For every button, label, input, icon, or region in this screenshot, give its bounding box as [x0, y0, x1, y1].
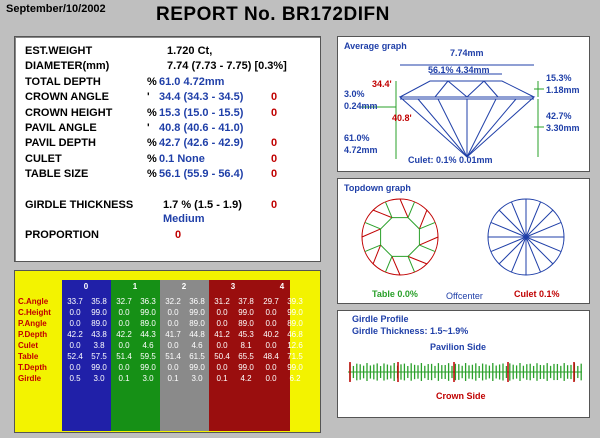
range-cell: 44.3: [140, 330, 156, 339]
girdle-thickness-value: 1.7 % (1.5 - 1.9): [163, 199, 242, 211]
range-cell: 0.0: [118, 308, 130, 317]
range-cell: 0.0: [167, 308, 179, 317]
range-column-header: 3: [230, 282, 236, 291]
range-row-label: T.Depth: [18, 363, 47, 372]
range-cell: 0.1: [118, 374, 130, 383]
property-value: 56.1 (55.9 - 56.4): [159, 168, 244, 181]
topdown-graph-title: Topdown graph: [344, 183, 411, 193]
range-cell: 0.1: [167, 374, 179, 383]
range-cell: 33.7: [67, 297, 83, 306]
range-cell: 48.4: [263, 352, 279, 361]
range-cell: 99.0: [238, 363, 254, 372]
range-cell: 45.3: [238, 330, 254, 339]
property-value: 42.7 (42.6 - 42.9): [159, 137, 244, 150]
property-unit: ': [147, 91, 150, 104]
range-cell: 99.0: [238, 308, 254, 317]
range-row-label: Culet: [18, 341, 38, 350]
range-cell: 0.5: [69, 374, 81, 383]
girdle-thickness-flag: 0: [271, 199, 278, 211]
range-cell: 0.1: [216, 374, 228, 383]
range-row-label: C.Angle: [18, 297, 49, 306]
range-cell: 89.0: [189, 319, 205, 328]
range-cell: 41.2: [214, 330, 230, 339]
range-cell: 46.8: [287, 330, 303, 339]
range-cell: 99.0: [91, 308, 107, 317]
property-flag: 0: [271, 137, 278, 150]
avg-right-bot-pct: 42.7%: [546, 111, 572, 121]
topdown-table: Table 0.0%: [372, 289, 418, 299]
girdle-grade: Medium: [163, 213, 205, 225]
range-cell: 0.0: [118, 363, 130, 372]
range-cell: 42.2: [67, 330, 83, 339]
proportion-label: PROPORTION: [25, 229, 99, 241]
range-cell: 0.0: [69, 319, 81, 328]
range-cell: 89.0: [91, 319, 107, 328]
avg-pavil-angle: 40.8': [392, 113, 412, 123]
property-flag: 0: [271, 152, 278, 165]
range-cell: 3.0: [191, 374, 203, 383]
avg-right-bot-mm: 3.30mm: [546, 123, 580, 133]
range-cell: 35.8: [91, 297, 107, 306]
property-value: 0.1 None: [159, 152, 205, 165]
range-cell: 65.5: [238, 352, 254, 361]
avg-depth-mm: 4.72mm: [344, 145, 378, 155]
range-cell: 6.2: [289, 374, 301, 383]
properties-panel: [14, 36, 321, 262]
property-unit: ': [147, 122, 150, 134]
proportion-value: 0: [175, 229, 182, 241]
avg-crown-angle: 34.4': [372, 79, 392, 89]
range-cell: 0.0: [265, 363, 277, 372]
range-cell: 0.0: [167, 341, 179, 350]
range-cell: 99.0: [189, 363, 205, 372]
property-label: PAVIL DEPTH: [25, 137, 96, 150]
property-unit: %: [147, 75, 157, 88]
range-row-label: P.Angle: [18, 319, 47, 328]
property-label: EST.WEIGHT: [25, 45, 93, 57]
topdown-culet: Culet 0.1%: [514, 289, 560, 299]
range-row-label: C.Height: [18, 308, 51, 317]
range-cell: 44.8: [189, 330, 205, 339]
girdle-profile-panel: [337, 310, 590, 418]
range-cell: 0.0: [216, 363, 228, 372]
avg-depth-pct: 61.0%: [344, 133, 370, 143]
property-label: PAVIL ANGLE: [25, 122, 97, 134]
property-label: TABLE SIZE: [25, 168, 89, 181]
property-value: 7.74 (7.73 - 7.75) [0.3%]: [167, 60, 287, 73]
girdle-thickness-label: GIRDLE THICKNESS: [25, 199, 134, 211]
property-flag: 0: [271, 168, 278, 181]
range-cell: 50.4: [214, 352, 230, 361]
avg-crown-pct: 3.0%: [344, 89, 365, 99]
range-cell: 4.6: [142, 341, 154, 350]
range-cell: 4.2: [240, 374, 252, 383]
report-date: September/10/2002: [6, 3, 106, 15]
range-row-label: Girdle: [18, 374, 42, 383]
property-label: CULET: [25, 152, 62, 165]
topdown-drawing: [338, 179, 591, 305]
range-row-label: Table: [18, 352, 39, 361]
average-graph-title: Average graph: [344, 41, 407, 51]
range-cell: 61.5: [189, 352, 205, 361]
report-number: REPORT No. BR172DIFN: [156, 4, 390, 25]
range-column-header: 4: [279, 282, 285, 291]
range-cell: 3.0: [93, 374, 105, 383]
range-cell: 3.8: [93, 341, 105, 350]
range-cell: 89.0: [287, 319, 303, 328]
property-flag: 0: [271, 106, 278, 119]
girdle-profile-title: Girdle Profile: [352, 314, 409, 324]
range-cell: 29.7: [263, 297, 279, 306]
range-cell: 0.0: [69, 363, 81, 372]
avg-right-top-mm: 1.18mm: [546, 85, 580, 95]
girdle-pavilion-side: Pavilion Side: [430, 342, 487, 352]
range-cell: 0.0: [118, 341, 130, 350]
range-cell: 0.0: [265, 308, 277, 317]
range-cell: 51.4: [165, 352, 181, 361]
property-value: 1.720 Ct,: [167, 45, 213, 57]
avg-right-top-pct: 15.3%: [546, 73, 572, 83]
range-cell: 0.0: [69, 308, 81, 317]
range-cell: 32.2: [165, 297, 181, 306]
property-unit: %: [147, 137, 157, 150]
range-column-header: 1: [132, 282, 138, 291]
topdown-graph-panel: [337, 178, 590, 304]
range-cell: 99.0: [287, 308, 303, 317]
property-flag: 0: [271, 91, 278, 104]
property-label: DIAMETER(mm): [25, 60, 110, 73]
range-cell: 0.0: [167, 319, 179, 328]
property-unit: %: [147, 106, 157, 119]
range-cell: 59.5: [140, 352, 156, 361]
range-cell: 41.7: [165, 330, 181, 339]
range-column-header: 2: [181, 282, 187, 291]
range-cell: 0.0: [265, 374, 277, 383]
range-cell: 89.0: [140, 319, 156, 328]
range-cell: 0.0: [69, 341, 81, 350]
property-value: 61.0 4.72mm: [159, 75, 225, 88]
range-cell: 37.8: [238, 297, 254, 306]
range-cell: 99.0: [91, 363, 107, 372]
range-cell: 12.6: [287, 341, 303, 350]
property-value: 40.8 (40.6 - 41.0): [159, 122, 244, 134]
range-cell: 99.0: [140, 308, 156, 317]
range-cell: 43.8: [91, 330, 107, 339]
range-cell: 99.0: [287, 363, 303, 372]
range-cell: 99.0: [189, 308, 205, 317]
range-cell: 31.2: [214, 297, 230, 306]
range-cell: 51.4: [116, 352, 132, 361]
range-cell: 4.6: [191, 341, 203, 350]
range-cell: 99.0: [140, 363, 156, 372]
property-label: CROWN ANGLE: [25, 91, 109, 104]
property-label: CROWN HEIGHT: [25, 106, 113, 119]
range-table: [14, 270, 321, 433]
average-graph-panel: [337, 36, 590, 172]
range-cell: 0.0: [265, 319, 277, 328]
avg-culet: Culet: 0.1% 0.01mm: [408, 155, 493, 165]
range-cell: 0.0: [265, 341, 277, 350]
range-cell: 32.7: [116, 297, 132, 306]
range-cell: 36.3: [140, 297, 156, 306]
property-value: 15.3 (15.0 - 15.5): [159, 106, 244, 119]
avg-crown-mm: 0.24mm: [344, 101, 378, 111]
range-row-label: P.Depth: [18, 330, 48, 339]
range-cell: 0.0: [216, 341, 228, 350]
girdle-profile-drawing: [338, 311, 591, 419]
property-unit: %: [147, 152, 157, 165]
range-cell: 40.2: [263, 330, 279, 339]
range-cell: 39.3: [287, 297, 303, 306]
range-cell: 0.0: [167, 363, 179, 372]
property-label: TOTAL DEPTH: [25, 75, 101, 88]
range-cell: 89.0: [238, 319, 254, 328]
range-column-header: 0: [83, 282, 89, 291]
property-value: 34.4 (34.3 - 34.5): [159, 91, 244, 104]
range-cell: 57.5: [91, 352, 107, 361]
range-cell: 36.8: [189, 297, 205, 306]
topdown-offcenter: Offcenter: [446, 291, 483, 301]
range-cell: 71.5: [287, 352, 303, 361]
girdle-crown-side: Crown Side: [436, 391, 486, 401]
range-cell: 0.0: [216, 319, 228, 328]
range-cell: 0.0: [216, 308, 228, 317]
range-cell: 3.0: [142, 374, 154, 383]
avg-diameter: 7.74mm: [450, 48, 484, 58]
range-cell: 42.2: [116, 330, 132, 339]
range-cell: 0.0: [118, 319, 130, 328]
range-cell: 8.1: [240, 341, 252, 350]
girdle-profile-thickness: Girdle Thickness: 1.5~1.9%: [352, 326, 469, 336]
avg-table-line: 56.1% 4.34mm: [428, 65, 490, 75]
range-cell: 52.4: [67, 352, 83, 361]
property-unit: %: [147, 168, 157, 181]
